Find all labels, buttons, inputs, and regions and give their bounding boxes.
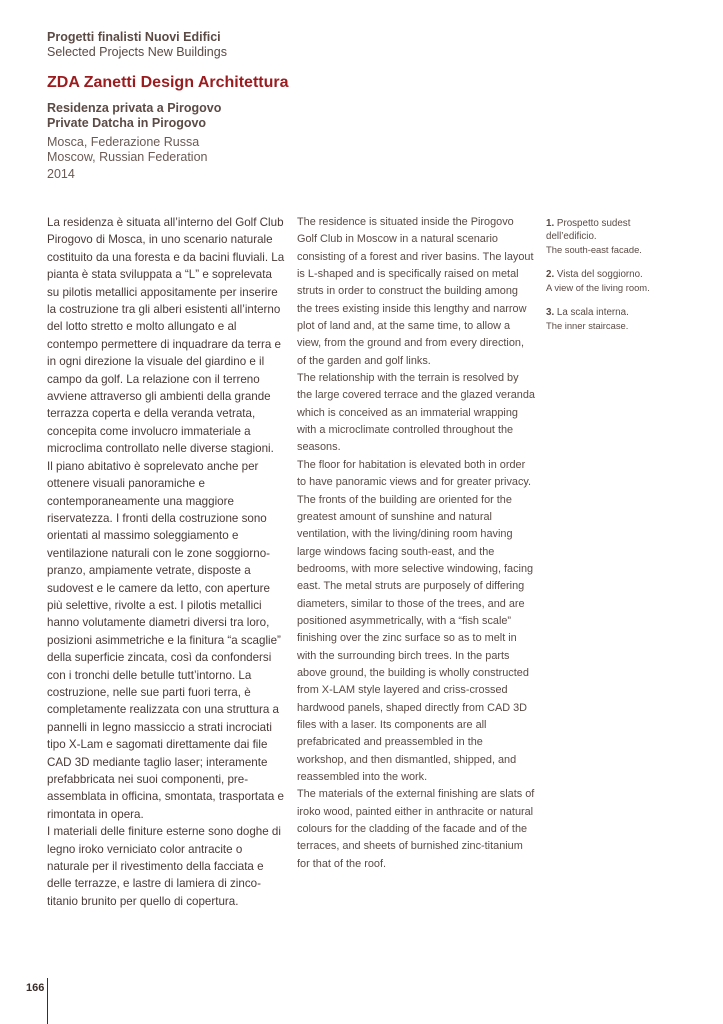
caption-number: 3. [546, 307, 555, 318]
caption-item [546, 306, 676, 333]
location-italian: Mosca, Federazione Russa [47, 135, 200, 149]
english-paragraph: The floor for habitation is elevated both in order to have panoramic views and for greater privacy. The fronts of the building are oriented for the greatest amount of sunshine and natural ventilation, with the living/dining room having large windows facing south-east, and the bedrooms, with more selective windowing, facing east. The metal struts are purposely of differing diameters, similar to those of the trees, and are positioned asymmetrically, with a “fish scale” finishing over the zinc surface so as to melt in with the surrounding birch trees. In the parts above ground, the building is wholly constructed from X-LAM style layered and criss-crossed hardwood panels, shaped directly from CAD 3D files with a laser. Its components are all prefabricated and preassembled in the workshop, and then dismantled, shipped, and reassembled into the work. [297, 458, 534, 783]
caption-english: A view of the living room. [546, 282, 650, 293]
caption-item [546, 217, 676, 257]
section-title-english: Selected Projects New Buildings [47, 45, 227, 59]
page-number-divider [47, 978, 48, 1024]
italian-paragraph: Il piano abitativo è soprelevato anche per ottenere visuali panoramiche e contemporaneamente una maggiore riservatezza. I fronti della costruzione sono orientati al massimo soleggiamento e ventilazione naturali con le zone soggiorno-pranzo, ampiamente vetrate, disposte a sudovest e le camere da letto, con aperture più selettive, rivolte a est. I pilotis metallici hanno volutamente diametri diversi tra loro, posizioni asimmetriche e la finitura “a scaglie” della superficie zincata, così da confondersi con i tronchi delle betulle tutt’intorno. La costruzione, nelle sue parti fuori terra, è completamente realizzata con una struttura a pannelli in legno massiccio a strati incrociati tipo X-Lam e sagomati direttamente dai file CAD 3D mediante taglio laser; interamente prefabbricata nei suoi componenti, pre-assemblata in officina, smontata, trasportata e rimontata in opera. [47, 459, 284, 821]
caption-english: The south-east facade. [546, 244, 642, 255]
section-title-italian: Progetti finalisti Nuovi Edifici [47, 30, 221, 44]
location-english: Moscow, Russian Federation [47, 149, 208, 164]
caption-item [546, 268, 676, 295]
caption-number: 2. [546, 269, 555, 280]
page-number: 166 [26, 982, 45, 994]
caption-italian: Vista del soggiorno. [556, 269, 643, 280]
english-paragraph: The residence is situated inside the Pirogovo Golf Club in Moscow in a natural scenario consisting of a forest and river basins. The layout is L-shaped and is specifically raised on metal struts in order to construct the building among the trees existing inside this lengthy and narrow plot of land and, at the same time, to allow a view, from the ground and from every direction, of the garden and golf links. [297, 216, 534, 367]
firm-name: ZDA Zanetti Design Architettura [47, 74, 289, 91]
italian-paragraph: La residenza è situata all’interno del Golf Club Pirogovo di Mosca, in uno scenario naturale costituito da una foresta e da bacini fluviali. La pianta è stata sviluppata a “L” e soprelevata su pilotis metallici appositamente per inserire la costruzione tra gli alberi esistenti all’interno del lotto stretto e molto allungato e al contempo permettere di inquadrare da terra e in ogni direzione la visuale del giardino e il campo da golf. La relazione con il terreno avviene attraverso gli ambienti della grande terrazza coperta e della veranda vetrata, concepita come involucro immateriale a microclima controllato nelle diverse stagioni. [47, 216, 285, 456]
caption-italian: Prospetto sudest dell’edificio. [546, 218, 631, 242]
italian-text-column [47, 214, 285, 910]
project-year: 2014 [47, 167, 75, 181]
page-header [47, 30, 527, 182]
project-title-english: Private Datcha in Pirogovo [47, 116, 207, 130]
caption-english: The inner staircase. [546, 320, 629, 331]
english-paragraph: The materials of the external finishing are slats of iroko wood, painted either in anthracite or natural colours for the cladding of the facade and of the terraces, and sheets of burnished zinc-titanium for that of the roof. [297, 788, 535, 870]
english-paragraph: The relationship with the terrain is resolved by the large covered terrace and the glazed veranda which is conceived as an immaterial wrapping with a microclimate controlled throughout the seasons. [297, 372, 535, 454]
caption-number: 1. [546, 218, 555, 229]
english-text-column [297, 214, 535, 873]
italian-paragraph: I materiali delle finiture esterne sono doghe di legno iroko verniciato color antracite o naturale per il rivestimento della facciata e delle terrazze, e lastre di lamiera di zinco-titanio brunito per quello di copertura. [47, 825, 281, 908]
image-captions [546, 217, 676, 344]
caption-italian: La scala interna. [556, 307, 629, 318]
project-title-italian: Residenza privata a Pirogovo [47, 101, 222, 115]
